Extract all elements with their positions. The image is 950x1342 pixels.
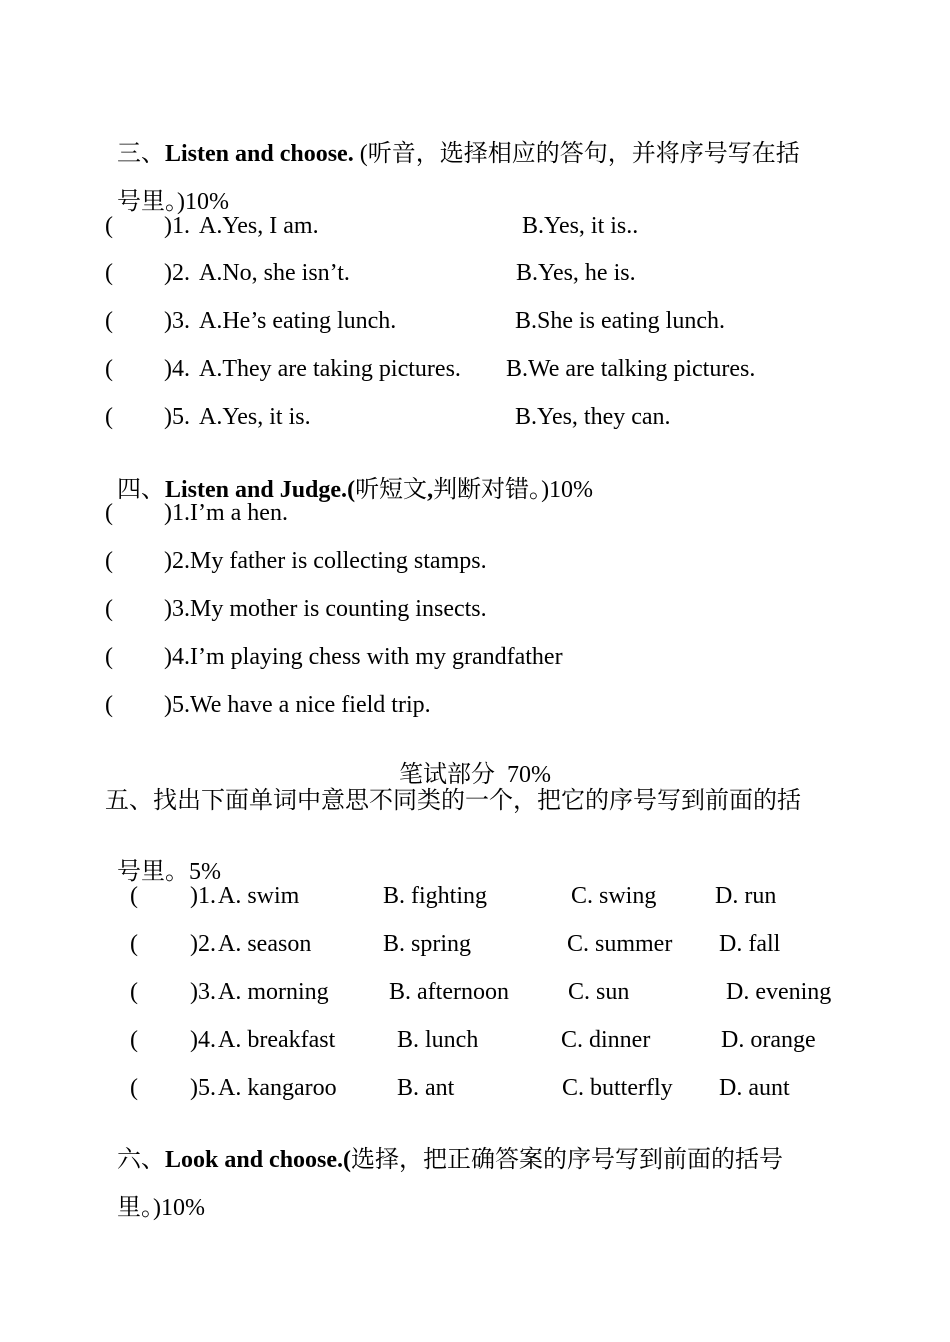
section3-instruction-cn-2: 号里。 <box>117 187 177 215</box>
option-a: A.They are taking pictures. <box>199 356 461 382</box>
option-b: B.Yes, he is. <box>516 260 636 286</box>
option-b: B. spring <box>383 931 472 957</box>
answer-paren[interactable]: ( <box>130 883 138 909</box>
item-number: )5. <box>190 1075 216 1101</box>
answer-paren[interactable]: ( <box>130 979 138 1005</box>
section6-heading <box>105 1123 783 1172</box>
option-b: B. fighting <box>383 883 488 909</box>
option-c: C. butterfly <box>562 1075 673 1101</box>
section5-heading: 五、找出下面单词中意思不同类的一个，把它的序号写到前面的括 <box>105 786 801 814</box>
statement-text: )2.My father is collecting stamps. <box>164 548 487 574</box>
option-b: B.Yes, it is.. <box>522 213 639 239</box>
option-c: C. sun <box>568 979 630 1005</box>
option-a: A.He’s eating lunch. <box>199 308 397 334</box>
option-d: D. orange <box>721 1027 816 1053</box>
item-number: )4. <box>190 1027 216 1053</box>
section4-heading <box>105 453 593 502</box>
section6-heading-line2 <box>105 1171 205 1220</box>
item-number: )4. <box>164 356 190 382</box>
answer-paren[interactable]: ( <box>130 1075 138 1101</box>
answer-paren[interactable]: ( <box>105 213 113 239</box>
option-b: B. afternoon <box>389 979 509 1005</box>
item-number: )3. <box>190 979 216 1005</box>
item-number: )1. <box>164 213 190 239</box>
item-number: )1. <box>190 883 216 909</box>
section3-instruction-cn: 听音，选择相应的答句，并将序号写在括 <box>367 139 800 167</box>
item-number: )3. <box>164 308 190 334</box>
section6-instr-open: ( <box>343 1147 352 1173</box>
statement-text: )4.I’m playing chess with my grandfather <box>164 644 563 670</box>
item-number: )2. <box>190 931 216 957</box>
section6-score: )10% <box>153 1195 205 1221</box>
section3-number: 三、 <box>117 139 165 167</box>
option-a: A. morning <box>218 979 329 1005</box>
item-number: )5. <box>164 404 190 430</box>
option-d: D. evening <box>726 979 832 1005</box>
option-c: C. swing <box>571 883 657 909</box>
section3-instr-open: ( <box>353 141 368 167</box>
section6-instruction-cn-2: 里。 <box>117 1193 153 1221</box>
answer-paren[interactable]: ( <box>105 356 113 382</box>
option-b: B. ant <box>397 1075 455 1101</box>
answer-paren[interactable]: ( <box>130 931 138 957</box>
option-c: C. dinner <box>561 1027 651 1053</box>
option-a: A. kangaroo <box>218 1075 337 1101</box>
section4-number: 四、 <box>117 475 165 503</box>
section3-title: Listen and choose. <box>165 141 354 167</box>
option-d: D. run <box>715 883 777 909</box>
section3-heading <box>105 117 800 166</box>
section3-score: )10% <box>177 189 229 215</box>
answer-paren[interactable]: ( <box>105 548 113 574</box>
answer-paren[interactable]: ( <box>105 308 113 334</box>
written-part-percent: 70% <box>507 762 551 788</box>
written-part-label: 笔试部分 <box>399 760 495 788</box>
option-b: B.We are talking pictures. <box>506 356 756 382</box>
answer-paren[interactable]: ( <box>105 500 113 526</box>
statement-text: )1.I’m a hen. <box>164 500 288 526</box>
section4-score: )10% <box>541 477 594 503</box>
section5-instruction-cn-2: 号里。 <box>117 857 189 885</box>
option-a: A.No, she isn’t. <box>199 260 350 286</box>
answer-paren[interactable]: ( <box>105 692 113 718</box>
answer-paren[interactable]: ( <box>105 596 113 622</box>
section3-heading-line2 <box>105 165 229 214</box>
option-b: B.Yes, they can. <box>515 404 671 430</box>
section4-title: Listen and Judge. <box>165 477 348 503</box>
option-a: A. swim <box>218 883 300 909</box>
section4-instruction-cn-b: 判断对错。 <box>433 475 542 503</box>
written-part-header <box>387 738 551 787</box>
option-c: C. summer <box>567 931 673 957</box>
option-a: A. breakfast <box>218 1027 336 1053</box>
option-a: A. season <box>218 931 312 957</box>
section5-score: 5% <box>189 859 221 885</box>
option-d: D. aunt <box>719 1075 790 1101</box>
option-a: A.Yes, I am. <box>199 213 319 239</box>
option-b: B. lunch <box>397 1027 479 1053</box>
section6-number: 六、 <box>117 1145 165 1173</box>
item-number: )2. <box>164 260 190 286</box>
answer-paren[interactable]: ( <box>105 644 113 670</box>
answer-paren[interactable]: ( <box>105 260 113 286</box>
option-b: B.She is eating lunch. <box>515 308 725 334</box>
statement-text: )3.My mother is counting insects. <box>164 596 487 622</box>
option-d: D. fall <box>719 931 781 957</box>
section4-comma: , <box>427 477 434 503</box>
section4-instruction-cn-a: 听短文 <box>355 475 428 503</box>
answer-paren[interactable]: ( <box>105 404 113 430</box>
option-a: A.Yes, it is. <box>199 404 311 430</box>
section6-title: Look and choose. <box>165 1147 344 1173</box>
statement-text: )5.We have a nice field trip. <box>164 692 431 718</box>
section4-instr-open: ( <box>347 477 356 503</box>
answer-paren[interactable]: ( <box>130 1027 138 1053</box>
section6-instruction-cn: 选择，把正确答案的序号写到前面的括号 <box>351 1145 784 1173</box>
section5-heading-line2 <box>105 835 221 884</box>
